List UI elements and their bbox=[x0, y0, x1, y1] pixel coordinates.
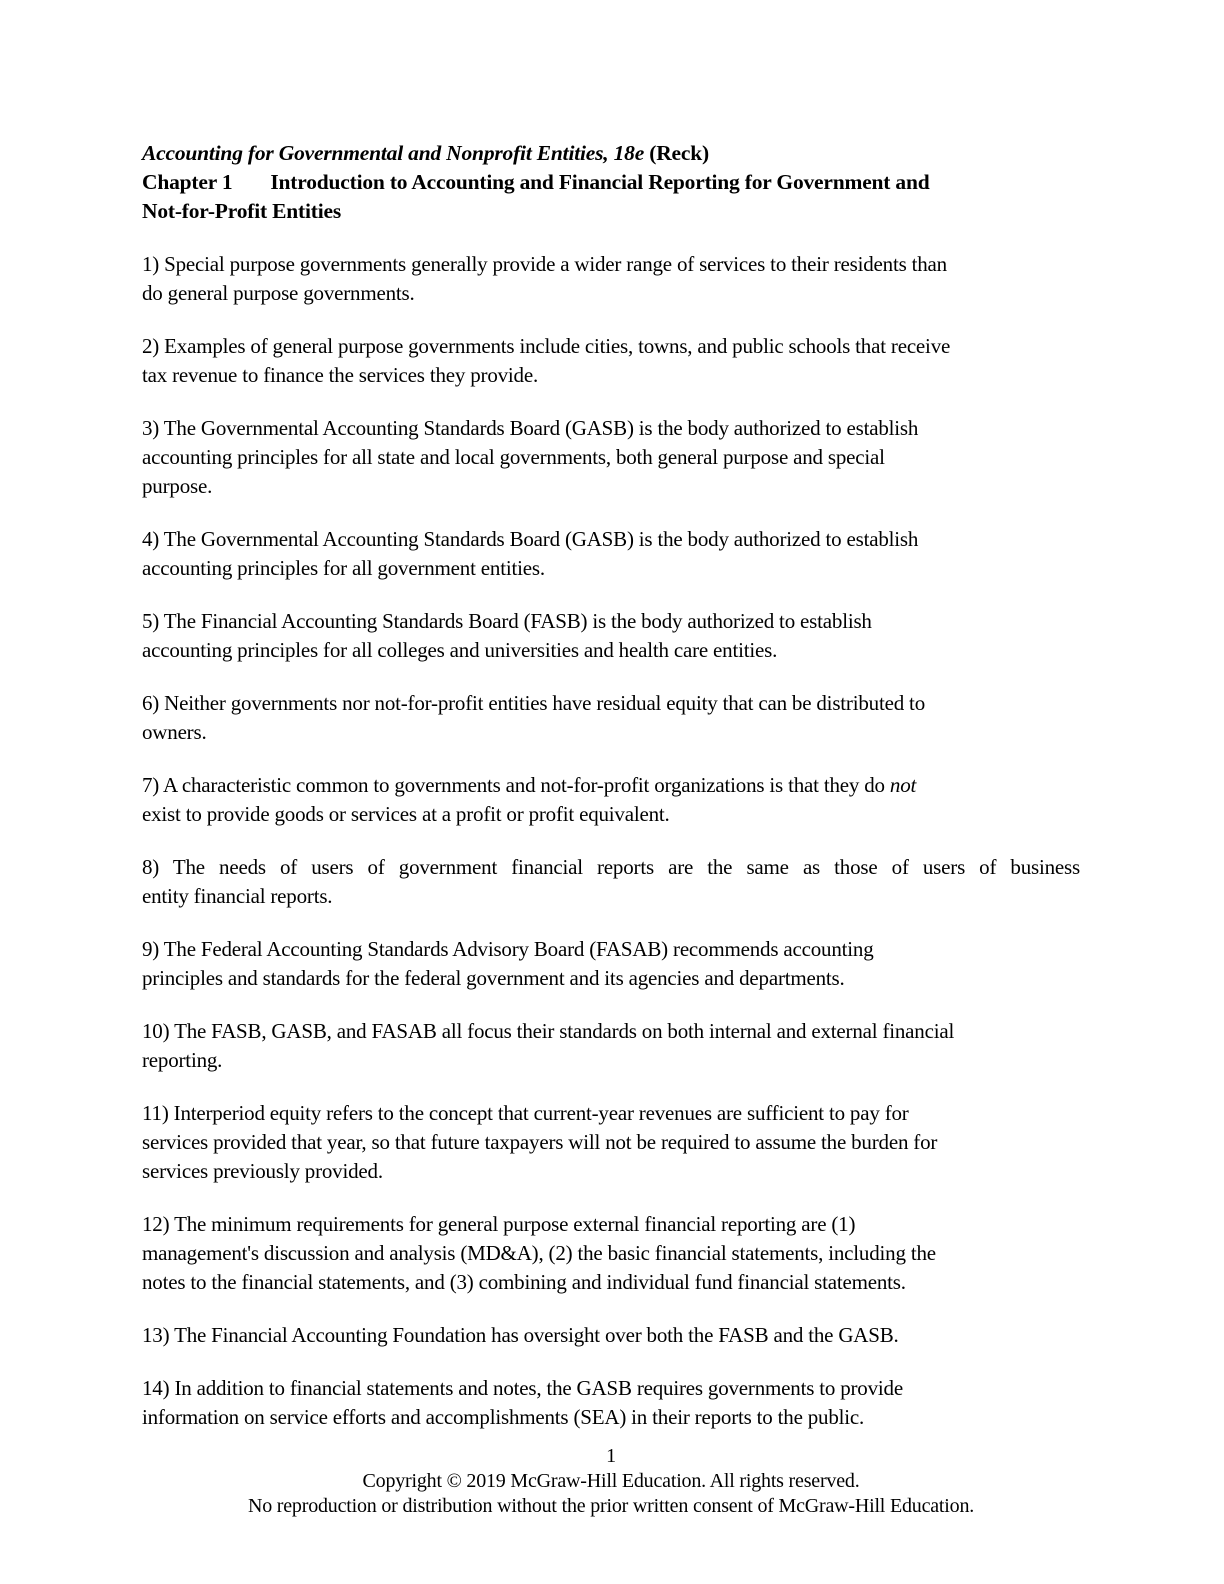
text-segment: 1) Special purpose governments generally provide a wider range of services to their residents than bbox=[142, 252, 947, 276]
text-segment: accounting principles for all state and local governments, both general purpose and special bbox=[142, 445, 885, 469]
text-segment: notes to the financial statements, and (3) combining and individual fund financial statements. bbox=[142, 1270, 906, 1294]
text-segment: 10) The FASB, GASB, and FASAB all focus their standards on both internal and external financial bbox=[142, 1019, 955, 1043]
question-paragraph bbox=[142, 525, 1080, 583]
question-line bbox=[142, 1099, 1080, 1128]
question-line bbox=[142, 636, 1080, 665]
text-segment: principles and standards for the federal government and its agencies and departments. bbox=[142, 966, 845, 990]
no-reproduction-line: No reproduction or distribution without the prior written consent of McGraw-Hill Education. bbox=[247, 1495, 975, 1517]
question-paragraph bbox=[142, 935, 1080, 993]
question-line bbox=[142, 525, 1080, 554]
question-line bbox=[142, 279, 1080, 308]
page-content bbox=[142, 139, 1080, 1519]
question-line bbox=[142, 1128, 1080, 1157]
chapter-label: Chapter 1 bbox=[142, 170, 233, 194]
text-segment: tax revenue to finance the services they provide. bbox=[142, 363, 539, 387]
question-line bbox=[142, 1017, 1080, 1046]
question-line bbox=[142, 332, 1080, 361]
question-paragraph bbox=[142, 1374, 1080, 1432]
text-segment: 4) The Governmental Accounting Standards Board (GASB) is the body authorized to establish bbox=[142, 527, 919, 551]
text-segment: 5) The Financial Accounting Standards Board (FASB) is the body authorized to establish bbox=[142, 609, 872, 633]
question-paragraph bbox=[142, 853, 1080, 911]
question-line bbox=[142, 964, 1080, 993]
questions bbox=[142, 250, 1080, 1432]
text-segment: 11) Interperiod equity refers to the concept that current-year revenues are sufficient to pay for bbox=[142, 1101, 909, 1125]
document-header bbox=[142, 139, 1080, 226]
text-segment: purpose. bbox=[142, 474, 213, 498]
text-segment: 6) Neither governments nor not-for-profit entities have residual equity that can be distributed to bbox=[142, 691, 925, 715]
question-paragraph bbox=[142, 1017, 1080, 1075]
emphasis-text: not bbox=[889, 773, 917, 797]
page-footer bbox=[142, 1444, 1080, 1519]
question-line bbox=[142, 1403, 1080, 1432]
text-segment: 14) In addition to financial statements and notes, the GASB requires governments to provide bbox=[142, 1376, 903, 1400]
copyright-line: Copyright © 2019 McGraw-Hill Education. All rights reserved. bbox=[362, 1470, 860, 1492]
question-paragraph bbox=[142, 689, 1080, 747]
question-line bbox=[142, 361, 1080, 390]
text-segment: information on service efforts and accomplishments (SEA) in their reports to the public. bbox=[142, 1405, 865, 1429]
text-segment: accounting principles for all colleges and universities and health care entities. bbox=[142, 638, 778, 662]
book-title: Accounting for Governmental and Nonprofit Entities, 18e bbox=[142, 141, 645, 165]
chapter-heading-line-1 bbox=[142, 168, 1080, 197]
text-segment: entity financial reports. bbox=[142, 884, 333, 908]
question-paragraph bbox=[142, 250, 1080, 308]
text-segment: management's discussion and analysis (MD&A), (2) the basic financial statements, including the bbox=[142, 1241, 936, 1265]
question-paragraph bbox=[142, 332, 1080, 390]
question-line bbox=[142, 1268, 1080, 1297]
question-line bbox=[142, 853, 1080, 882]
chapter-heading-line-2 bbox=[142, 197, 1080, 226]
question-line bbox=[142, 1239, 1080, 1268]
question-line bbox=[142, 800, 1080, 829]
question-line bbox=[142, 1157, 1080, 1186]
question-paragraph bbox=[142, 1321, 1080, 1350]
book-title-line bbox=[142, 139, 1080, 168]
text-segment: 3) The Governmental Accounting Standards Board (GASB) is the body authorized to establish bbox=[142, 416, 919, 440]
question-line bbox=[142, 554, 1080, 583]
question-paragraph bbox=[142, 414, 1080, 501]
text-segment: 7) A characteristic common to governments and not-for-profit organizations is that they do bbox=[142, 773, 890, 797]
chapter-title-part-2: Not-for-Profit Entities bbox=[142, 199, 341, 223]
text-segment: 9) The Federal Accounting Standards Advisory Board (FASAB) recommends accounting bbox=[142, 937, 874, 961]
text-segment: reporting. bbox=[142, 1048, 223, 1072]
text-segment: owners. bbox=[142, 720, 207, 744]
question-paragraph bbox=[142, 1210, 1080, 1297]
text-segment: services provided that year, so that future taxpayers will not be required to assume the burden for bbox=[142, 1130, 938, 1154]
question-line bbox=[142, 443, 1080, 472]
text-segment: 12) The minimum requirements for general purpose external financial reporting are (1) bbox=[142, 1212, 856, 1236]
text-segment: 13) The Financial Accounting Foundation has oversight over both the FASB and the GASB. bbox=[142, 1323, 899, 1347]
chapter-title-part-1: Introduction to Accounting and Financial Reporting for Government and bbox=[270, 170, 930, 194]
question-paragraph bbox=[142, 1099, 1080, 1186]
text-segment: accounting principles for all government entities. bbox=[142, 556, 545, 580]
text-segment: 2) Examples of general purpose governments include cities, towns, and public schools that receive bbox=[142, 334, 951, 358]
question-line bbox=[142, 1210, 1080, 1239]
question-line bbox=[142, 1374, 1080, 1403]
question-line bbox=[142, 882, 1080, 911]
book-author: (Reck) bbox=[644, 141, 709, 165]
question-line bbox=[142, 935, 1080, 964]
question-paragraph bbox=[142, 771, 1080, 829]
question-paragraph bbox=[142, 607, 1080, 665]
question-line bbox=[142, 718, 1080, 747]
question-line bbox=[142, 414, 1080, 443]
text-segment: services previously provided. bbox=[142, 1159, 383, 1183]
page-number: 1 bbox=[606, 1445, 616, 1467]
text-segment: exist to provide goods or services at a profit or profit equivalent. bbox=[142, 802, 670, 826]
text-segment: do general purpose governments. bbox=[142, 281, 415, 305]
question-line bbox=[142, 771, 1080, 800]
question-line bbox=[142, 472, 1080, 501]
question-line bbox=[142, 1321, 1080, 1350]
question-line bbox=[142, 250, 1080, 279]
question-line bbox=[142, 1046, 1080, 1075]
question-line bbox=[142, 607, 1080, 636]
text-segment: 8) The needs of users of government financial reports are the same as those of users of business bbox=[142, 855, 1080, 879]
question-line bbox=[142, 689, 1080, 718]
